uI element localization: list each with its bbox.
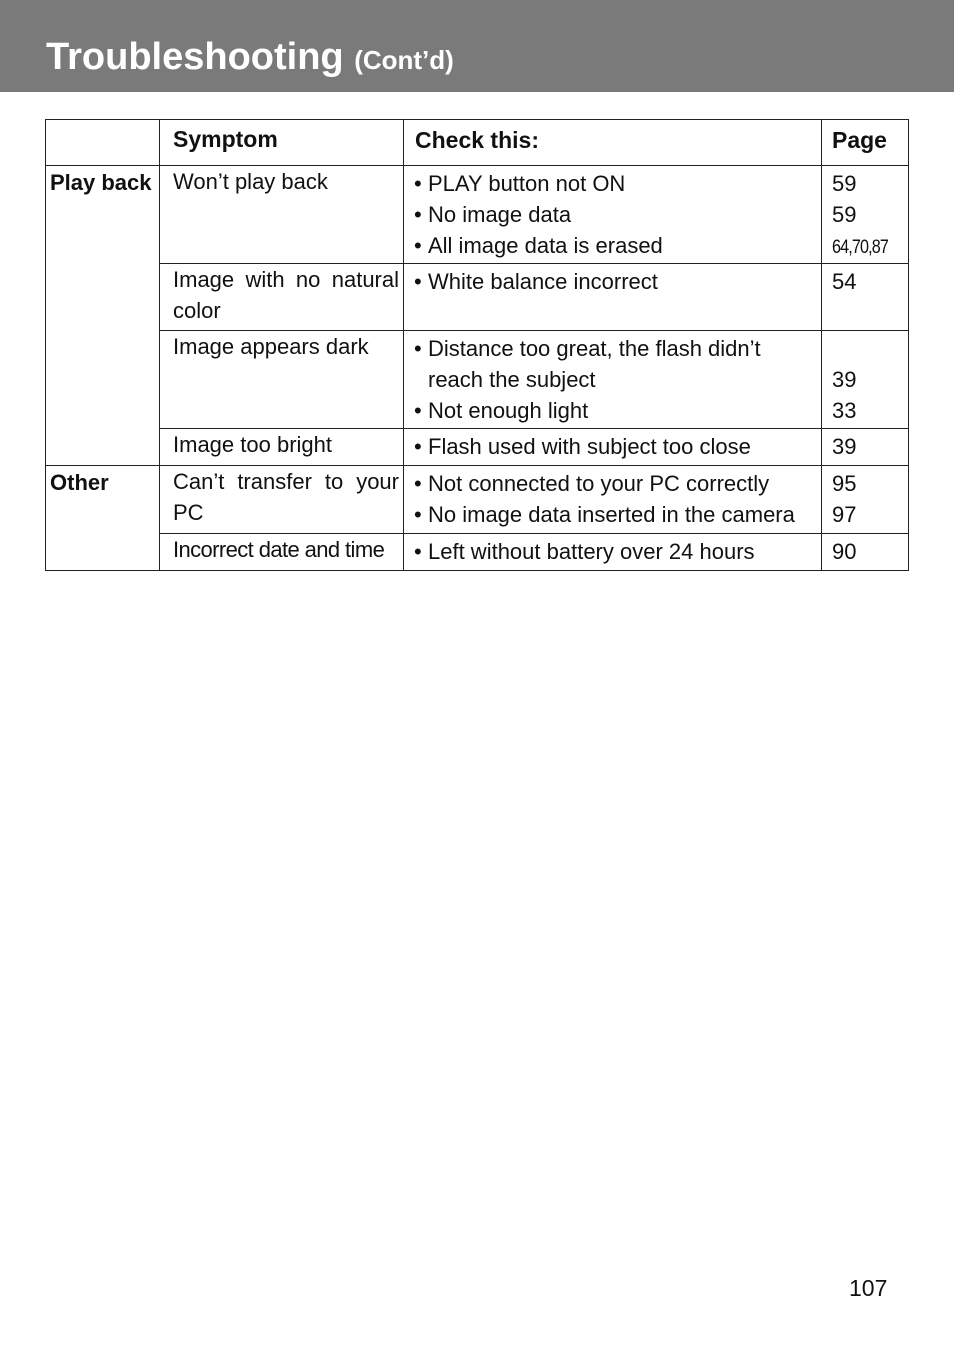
symptom-cell: Won’t play back (160, 166, 404, 264)
table-header-row (46, 120, 909, 166)
check-cell (404, 331, 822, 429)
check-cell (404, 466, 822, 534)
check-cell (404, 166, 822, 264)
symptom-cell: Incorrect date and time (160, 534, 404, 571)
check-item-continued: reach the subject (428, 367, 596, 392)
check-item: • Not enough light (414, 395, 821, 426)
page-cell (822, 166, 909, 264)
page-ref: 59 (832, 171, 857, 196)
header-check: Check this: (404, 120, 822, 166)
header-symptom: Symptom (160, 120, 404, 166)
page-ref: 95 (832, 471, 857, 496)
check-cell (404, 534, 822, 571)
page-cell (822, 534, 909, 571)
table-row (46, 264, 909, 331)
page-ref: 39 (832, 367, 857, 392)
table-row (46, 166, 909, 264)
page-ref (832, 333, 908, 364)
header-page: Page (822, 120, 909, 166)
page-ref: 64,70,87 (832, 237, 889, 258)
troubleshooting-table (45, 119, 909, 571)
check-item: • No image data (414, 199, 821, 230)
category-other: Other (46, 466, 160, 571)
symptom-cell: Image appears dark (160, 331, 404, 429)
table-row (46, 429, 909, 466)
page-cell (822, 466, 909, 534)
title-text: Troubleshooting (46, 36, 344, 78)
page-header (0, 0, 954, 92)
symptom-cell: Can’t transfer to your PC (160, 466, 404, 534)
page-cell (822, 429, 909, 466)
check-item: • White balance incorrect (414, 266, 821, 297)
table-row (46, 466, 909, 534)
table-row (46, 534, 909, 571)
page-ref: 90 (832, 539, 857, 564)
header-category (46, 120, 160, 166)
symptom-cell: Image with no natural color (160, 264, 404, 331)
table-row (46, 331, 909, 429)
check-cell (404, 264, 822, 331)
check-item: • PLAY button not ON (414, 168, 821, 199)
page-ref: 59 (832, 202, 857, 227)
check-item: • Left without battery over 24 hours (414, 536, 821, 567)
check-item: • Not connected to your PC correctly (414, 468, 821, 499)
check-cell (404, 429, 822, 466)
page-ref: 97 (832, 502, 857, 527)
page-title (46, 34, 454, 83)
page-cell (822, 331, 909, 429)
check-item: • All image data is erased (414, 230, 821, 261)
symptom-cell: Image too bright (160, 429, 404, 466)
title-subtitle: (Cont’d) (354, 45, 454, 75)
page-ref: 39 (832, 434, 857, 459)
check-item: • Flash used with subject too close (414, 431, 821, 462)
page-ref: 54 (832, 269, 857, 294)
check-item: • Distance too great, the flash didn’t (414, 333, 821, 364)
check-item: • No image data inserted in the camera (414, 499, 821, 530)
page-number: 107 (849, 1275, 888, 1301)
page-cell (822, 264, 909, 331)
page-ref: 33 (832, 398, 857, 423)
category-play-back: Play back (46, 166, 160, 466)
